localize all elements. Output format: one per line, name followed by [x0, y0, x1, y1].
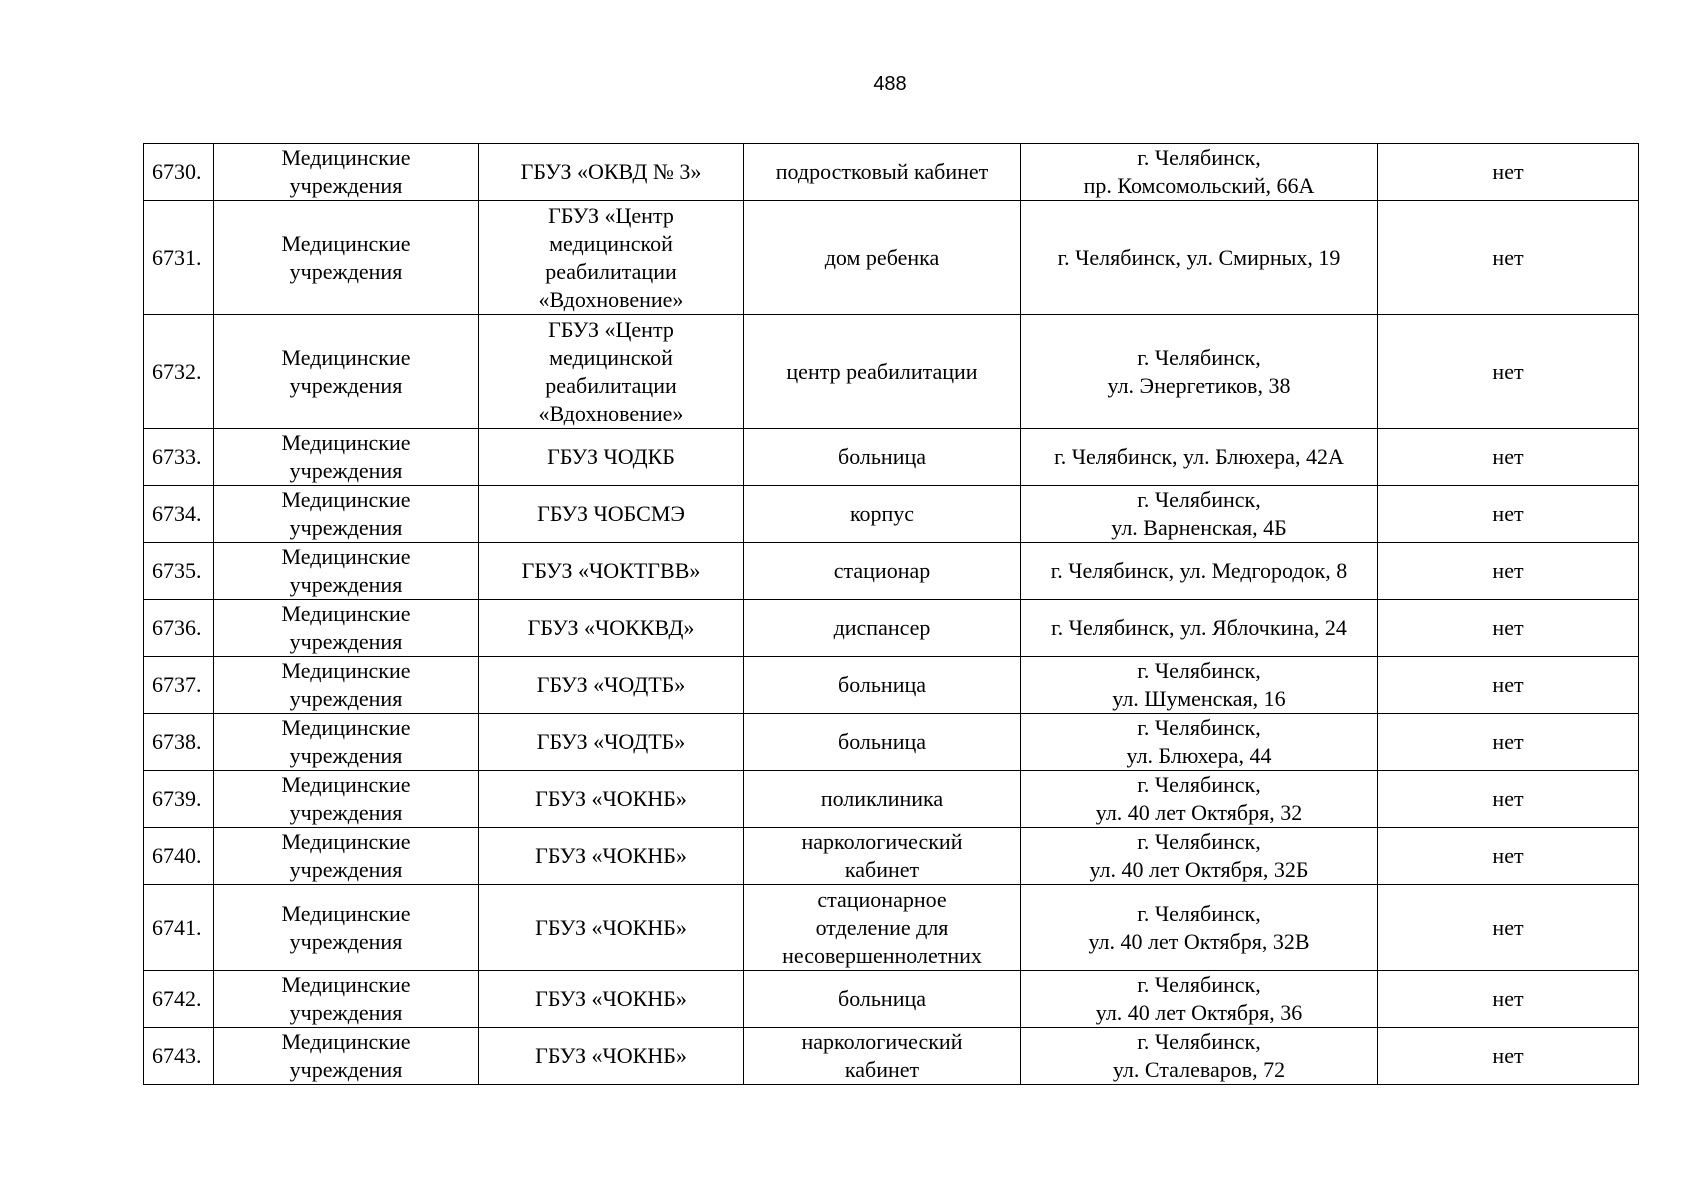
row-number: 6740. — [144, 828, 214, 885]
object-type: больница — [744, 714, 1021, 771]
institution-type: Медицинские учреждения — [214, 714, 479, 771]
table-row — [144, 771, 1639, 828]
organization-name: ГБУЗ «ЧОКНБ» — [479, 771, 744, 828]
table-row — [144, 201, 1639, 315]
institution-type: Медицинские учреждения — [214, 429, 479, 486]
table-row — [144, 714, 1639, 771]
address: г. Челябинск, ул. Энергетиков, 38 — [1021, 315, 1378, 429]
row-number: 6736. — [144, 600, 214, 657]
institution-type: Медицинские учреждения — [214, 828, 479, 885]
note: нет — [1378, 543, 1639, 600]
organization-name: ГБУЗ ЧОДКБ — [479, 429, 744, 486]
address: г. Челябинск, ул. Блюхера, 44 — [1021, 714, 1378, 771]
organization-name: ГБУЗ «ЧОККВД» — [479, 600, 744, 657]
object-type: дом ребенка — [744, 201, 1021, 315]
address: г. Челябинск, ул. Смирных, 19 — [1021, 201, 1378, 315]
row-number: 6732. — [144, 315, 214, 429]
object-type: центр реабилитации — [744, 315, 1021, 429]
table-row — [144, 144, 1639, 201]
address: г. Челябинск, ул. Яблочкина, 24 — [1021, 600, 1378, 657]
row-number: 6743. — [144, 1028, 214, 1085]
note: нет — [1378, 486, 1639, 543]
table-row — [144, 885, 1639, 971]
institution-type: Медицинские учреждения — [214, 1028, 479, 1085]
table-row — [144, 486, 1639, 543]
note: нет — [1378, 771, 1639, 828]
address: г. Челябинск, ул. Медгородок, 8 — [1021, 543, 1378, 600]
institution-type: Медицинские учреждения — [214, 971, 479, 1028]
institution-type: Медицинские учреждения — [214, 486, 479, 543]
address: г. Челябинск, ул. 40 лет Октября, 36 — [1021, 971, 1378, 1028]
organization-name: ГБУЗ «ЧОКНБ» — [479, 885, 744, 971]
table-row — [144, 828, 1639, 885]
institution-type: Медицинские учреждения — [214, 600, 479, 657]
object-type: корпус — [744, 486, 1021, 543]
row-number: 6731. — [144, 201, 214, 315]
note: нет — [1378, 144, 1639, 201]
organization-name: ГБУЗ «ЧОКНБ» — [479, 1028, 744, 1085]
note: нет — [1378, 1028, 1639, 1085]
address: г. Челябинск, ул. Шуменская, 16 — [1021, 657, 1378, 714]
row-number: 6742. — [144, 971, 214, 1028]
institution-type: Медицинские учреждения — [214, 144, 479, 201]
page-number: 488 — [873, 73, 907, 95]
row-number: 6739. — [144, 771, 214, 828]
institution-type: Медицинские учреждения — [214, 543, 479, 600]
address: г. Челябинск, ул. Варненская, 4Б — [1021, 486, 1378, 543]
note: нет — [1378, 657, 1639, 714]
note: нет — [1378, 201, 1639, 315]
row-number: 6738. — [144, 714, 214, 771]
object-type: подростковый кабинет — [744, 144, 1021, 201]
object-type: диспансер — [744, 600, 1021, 657]
row-number: 6730. — [144, 144, 214, 201]
address: г. Челябинск, ул. 40 лет Октября, 32В — [1021, 885, 1378, 971]
table-row — [144, 657, 1639, 714]
table-row — [144, 1028, 1639, 1085]
note: нет — [1378, 600, 1639, 657]
institution-type: Медицинские учреждения — [214, 771, 479, 828]
organization-name: ГБУЗ «ЧОКНБ» — [479, 828, 744, 885]
row-number: 6737. — [144, 657, 214, 714]
note: нет — [1378, 971, 1639, 1028]
object-type: наркологический кабинет — [744, 1028, 1021, 1085]
table-row — [144, 543, 1639, 600]
address: г. Челябинск, ул. Блюхера, 42А — [1021, 429, 1378, 486]
table-row — [144, 971, 1639, 1028]
institution-type: Медицинские учреждения — [214, 201, 479, 315]
address: г. Челябинск, ул. 40 лет Октября, 32 — [1021, 771, 1378, 828]
object-type: больница — [744, 429, 1021, 486]
organization-name: ГБУЗ «ЧОКТГВВ» — [479, 543, 744, 600]
row-number: 6734. — [144, 486, 214, 543]
object-type: поликлиника — [744, 771, 1021, 828]
organization-name: ГБУЗ «Центр медицинской реабилитации «Вдохновение» — [479, 201, 744, 315]
object-type: больница — [744, 657, 1021, 714]
address: г. Челябинск, ул. Сталеваров, 72 — [1021, 1028, 1378, 1085]
organization-name: ГБУЗ ЧОБСМЭ — [479, 486, 744, 543]
address: г. Челябинск, ул. 40 лет Октября, 32Б — [1021, 828, 1378, 885]
organization-name: ГБУЗ «ЧОДТБ» — [479, 714, 744, 771]
row-number: 6733. — [144, 429, 214, 486]
note: нет — [1378, 714, 1639, 771]
institution-type: Медицинские учреждения — [214, 315, 479, 429]
organization-name: ГБУЗ «ЧОДТБ» — [479, 657, 744, 714]
institution-type: Медицинские учреждения — [214, 657, 479, 714]
object-type: стационар — [744, 543, 1021, 600]
organization-name: ГБУЗ «ОКВД № 3» — [479, 144, 744, 201]
address: г. Челябинск, пр. Комсомольский, 66А — [1021, 144, 1378, 201]
institution-type: Медицинские учреждения — [214, 885, 479, 971]
table-row — [144, 429, 1639, 486]
row-number: 6735. — [144, 543, 214, 600]
note: нет — [1378, 828, 1639, 885]
note: нет — [1378, 429, 1639, 486]
object-type: больница — [744, 971, 1021, 1028]
organization-name: ГБУЗ «Центр медицинской реабилитации «Вдохновение» — [479, 315, 744, 429]
note: нет — [1378, 315, 1639, 429]
organization-name: ГБУЗ «ЧОКНБ» — [479, 971, 744, 1028]
row-number: 6741. — [144, 885, 214, 971]
note: нет — [1378, 885, 1639, 971]
table-row — [144, 315, 1639, 429]
table-row — [144, 600, 1639, 657]
object-type: стационарное отделение для несовершеннолетних — [744, 885, 1021, 971]
object-type: наркологический кабинет — [744, 828, 1021, 885]
register-table — [143, 143, 1639, 1085]
